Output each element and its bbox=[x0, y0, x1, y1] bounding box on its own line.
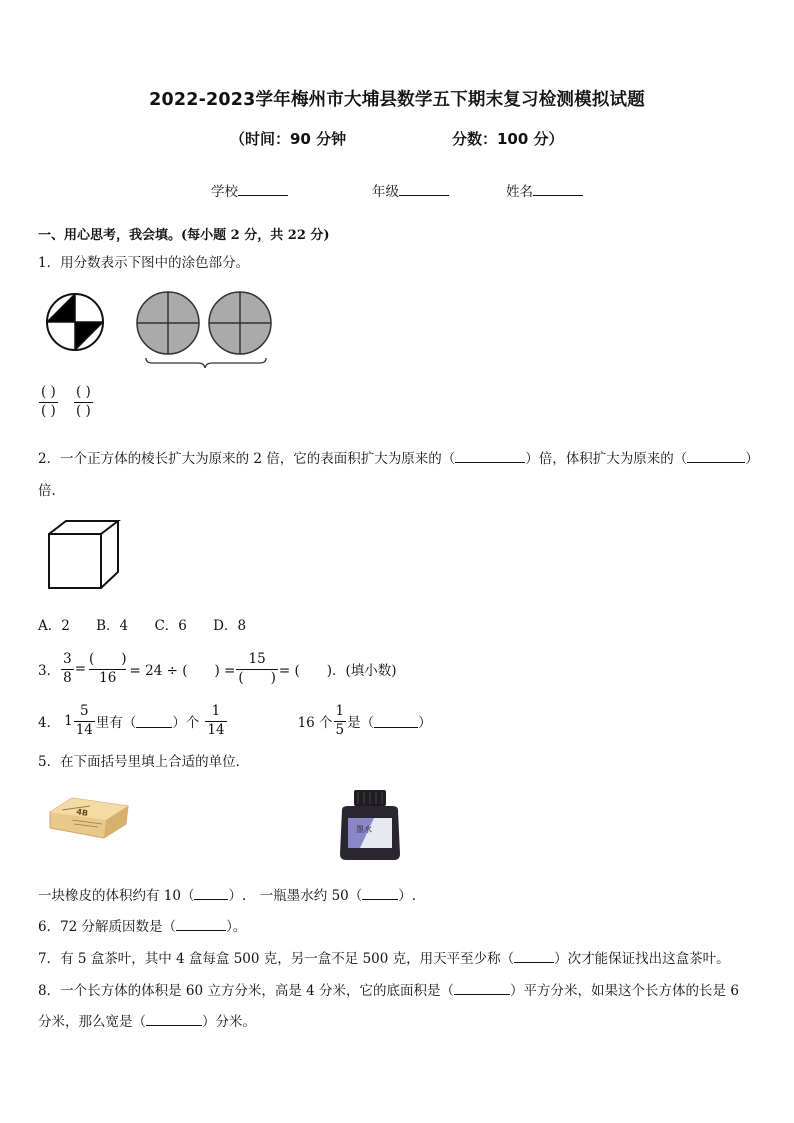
grade-field bbox=[372, 180, 449, 200]
q1-answer-fraction-1[interactable]: $\frac{( )}{( )}$ bbox=[41, 384, 56, 419]
q7-blank[interactable] bbox=[514, 950, 554, 963]
q5-blank-ink[interactable] bbox=[362, 887, 398, 900]
section-heading: 一、用心思考，我会填。(每小题 2 分，共 22 分) bbox=[38, 228, 330, 243]
exam-time: （时间：90 分钟 bbox=[230, 130, 347, 148]
eraser-image bbox=[46, 796, 132, 842]
svg-text:墨水: 墨水 bbox=[356, 825, 372, 834]
q3-equation: 3． $\frac{3}{8}$ = $\frac{( )}{16}$ = 24 ÷ ( ) = $\frac{15}{( )}$ = ( )．(填小数) bbox=[38, 651, 397, 686]
q2-blank-area[interactable] bbox=[455, 450, 525, 463]
school-label: 学校 bbox=[211, 184, 238, 200]
q8-blank-width[interactable] bbox=[146, 1013, 202, 1026]
q6-text: 6．72 分解质因数是（ ）。 bbox=[38, 919, 247, 935]
name-label: 姓名 bbox=[506, 184, 533, 200]
q5-answer-line: 一块橡皮的体积约有 10（ ）. 一瓶墨水约 50（ ）. bbox=[38, 888, 417, 904]
q3-blank-3[interactable]: $\frac{15}{( )}$ bbox=[238, 651, 276, 686]
exam-title: 2022-2023学年梅州市大埔县数学五下期末复习检测模拟试题 bbox=[149, 90, 645, 110]
q2-option-d[interactable]: D．8 bbox=[213, 618, 247, 634]
q8-text-cont: 分米，那么宽是（ ）分米。 bbox=[38, 1014, 256, 1030]
name-blank[interactable] bbox=[533, 182, 583, 196]
q8-blank-area[interactable] bbox=[454, 982, 510, 995]
q5-blank-eraser[interactable] bbox=[194, 887, 228, 900]
q2-option-b[interactable]: B．4 bbox=[96, 618, 129, 634]
q4-equation: 4． 1 $\frac{5}{14}$ 里有（ ）个 $\frac{1}{14}$ 16 个 $\frac{1}{5}$ 是（ ） bbox=[38, 703, 432, 738]
grade-blank[interactable] bbox=[399, 182, 449, 196]
q5-text: 5．在下面括号里填上合适的单位． bbox=[38, 754, 250, 770]
q2-text-cont: 倍. bbox=[38, 483, 56, 499]
q3-blank-1[interactable]: $\frac{( )}{16}$ bbox=[89, 651, 127, 686]
q6-blank[interactable] bbox=[176, 918, 226, 931]
q1-circle-figure bbox=[44, 290, 106, 356]
name-field bbox=[506, 180, 583, 200]
q1-answer-fraction-2[interactable]: $\frac{( )}{( )}$ bbox=[76, 384, 91, 419]
q2-cube-figure bbox=[46, 518, 122, 592]
q2-options bbox=[38, 614, 246, 634]
q1-two-circles-figure bbox=[132, 288, 278, 368]
q4-blank-1[interactable] bbox=[136, 715, 172, 728]
ink-bottle-image bbox=[334, 788, 406, 862]
exam-score: 分数：100 分） bbox=[452, 130, 564, 148]
grade-label: 年级 bbox=[372, 184, 399, 200]
school-field bbox=[211, 180, 288, 200]
q7-text: 7．有 5 盒茶叶，其中 4 盒每盒 500 克，另一盒不足 500 克，用天平至少称（ ）次才能保证找出这盒茶叶。 bbox=[38, 951, 730, 967]
q2-option-c[interactable]: C．6 bbox=[154, 618, 187, 634]
q2-blank-volume[interactable] bbox=[687, 450, 745, 463]
q3-blank-4[interactable]: = ( )．(填小数) bbox=[278, 663, 397, 679]
q3-blank-2[interactable]: = 24 ÷ ( ) = bbox=[129, 663, 236, 679]
q1-text: 1．用分数表示下图中的涂色部分。 bbox=[38, 255, 250, 271]
svg-text:4B: 4B bbox=[75, 807, 89, 818]
q4-blank-2[interactable] bbox=[374, 715, 418, 728]
q2-option-a[interactable]: A．2 bbox=[38, 618, 70, 634]
q2-text: 2．一个正方体的棱长扩大为原来的 2 倍，它的表面积扩大为原来的（ ）倍，体积扩大为原来的（ ） bbox=[38, 451, 759, 467]
q8-text: 8．一个长方体的体积是 60 立方分米，高是 4 分米，它的底面积是（ ）平方分米，如果这个长方体的长是 6 bbox=[38, 983, 739, 999]
school-blank[interactable] bbox=[238, 182, 288, 196]
